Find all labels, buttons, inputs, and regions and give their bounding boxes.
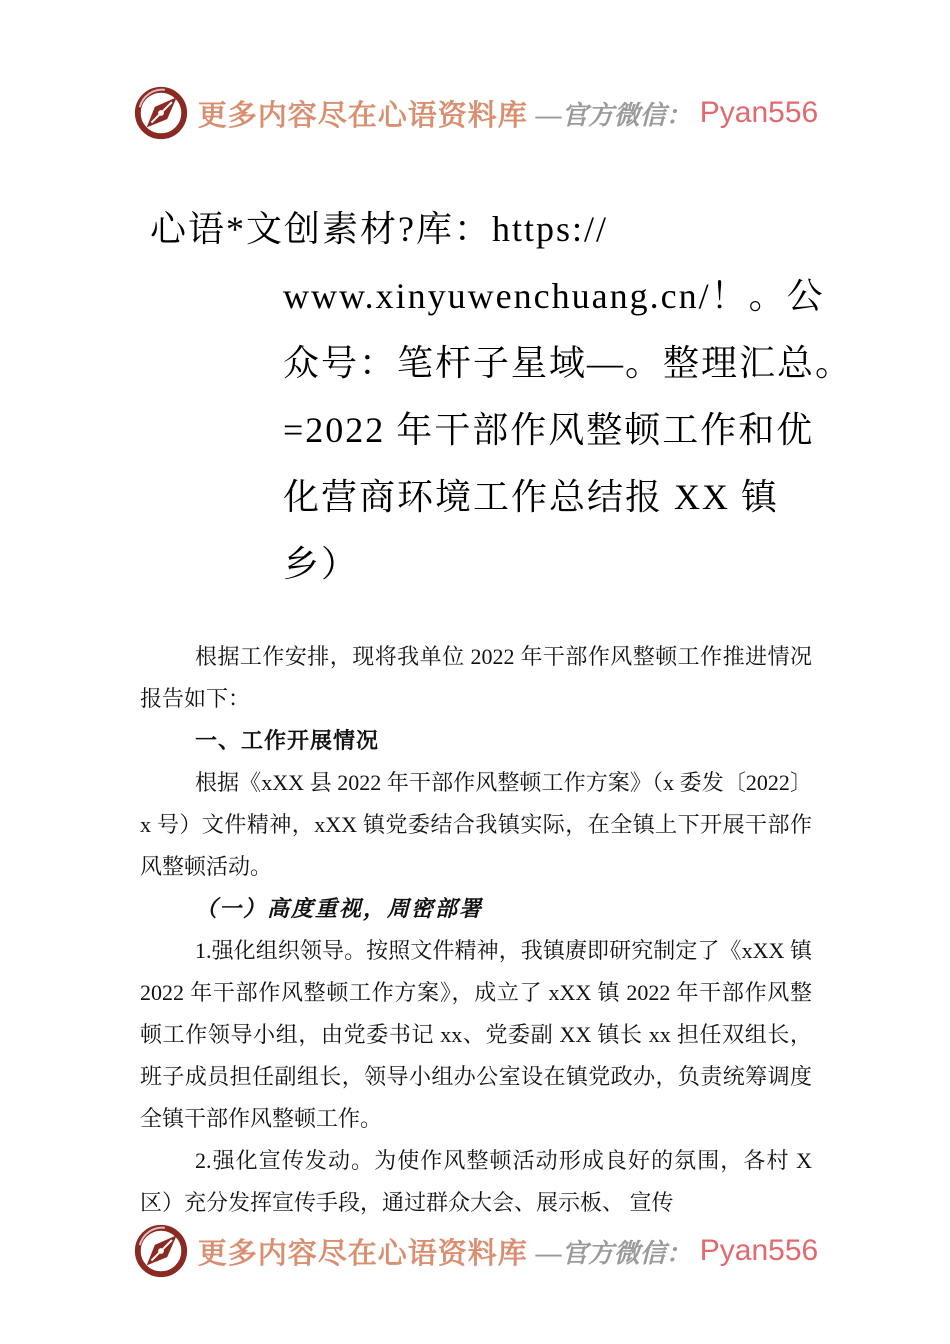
document-body [140, 636, 812, 1224]
watermark-wechat-id: Pyan556 [699, 1234, 819, 1267]
document-title-line: 众号：笔杆子星域—。整理汇总。 [283, 343, 854, 383]
body-paragraph: 1.强化组织领导。按照文件精神，我镇赓即研究制定了《xXX 镇 2022 年干部作风整顿工作方案》，成立了 xXX 镇 2022 年干部作风整顿工作领导小组，由党委书记 xx、党委副 XX 镇长 xx 担任双组长，班子成员担任副组长，领导小组办公室设在镇党政办，负责统筹调度全镇干部作风整顿工作。 [140, 938, 812, 1131]
body-paragraph: 2.强化宣传发动。为使作风整顿活动形成良好的氛围，各村 X 区）充分发挥宣传手段，通过群众大会、展示板、 宣传 [140, 1148, 812, 1215]
document-title-line: 化营商环境工作总结报 XX 镇 [283, 477, 779, 517]
header-watermark [0, 84, 950, 142]
watermark-brand-text: 更多内容尽在心语资料库 [197, 1237, 528, 1270]
body-paragraph: 根据工作安排，现将我单位 2022 年干部作风整顿工作推进情况报告如下： [140, 644, 812, 711]
subsection-heading: （一）高度重视，周密部署 [195, 896, 484, 921]
document-title-line: 乡） [283, 544, 360, 584]
footer-watermark [0, 1222, 950, 1280]
section-heading: 一、工作开展情况 [195, 728, 380, 753]
watermark-brand-text: 更多内容尽在心语资料库 [197, 99, 528, 132]
document-title-line: =2022 年干部作风整顿工作和优 [283, 410, 815, 450]
document-title-line: www.xinyuwenchuang.cn/！。公 [283, 276, 825, 316]
document-title [150, 196, 890, 598]
document-title-line: 心语*文创素材?库：https:// [150, 209, 608, 249]
pen-circle-logo-icon [132, 84, 190, 142]
pen-circle-logo-icon [132, 1222, 190, 1280]
watermark-wechat-id: Pyan556 [699, 96, 819, 129]
watermark-wechat-label: —官方微信： [535, 1238, 692, 1268]
watermark-wechat-label: —官方微信： [535, 100, 692, 130]
body-paragraph: 根据《xXX 县 2022 年干部作风整顿工作方案》（x 委发〔2022〕x 号）文件精神，xXX 镇党委结合我镇实际，在全镇上下开展干部作风整顿活动。 [140, 770, 812, 879]
